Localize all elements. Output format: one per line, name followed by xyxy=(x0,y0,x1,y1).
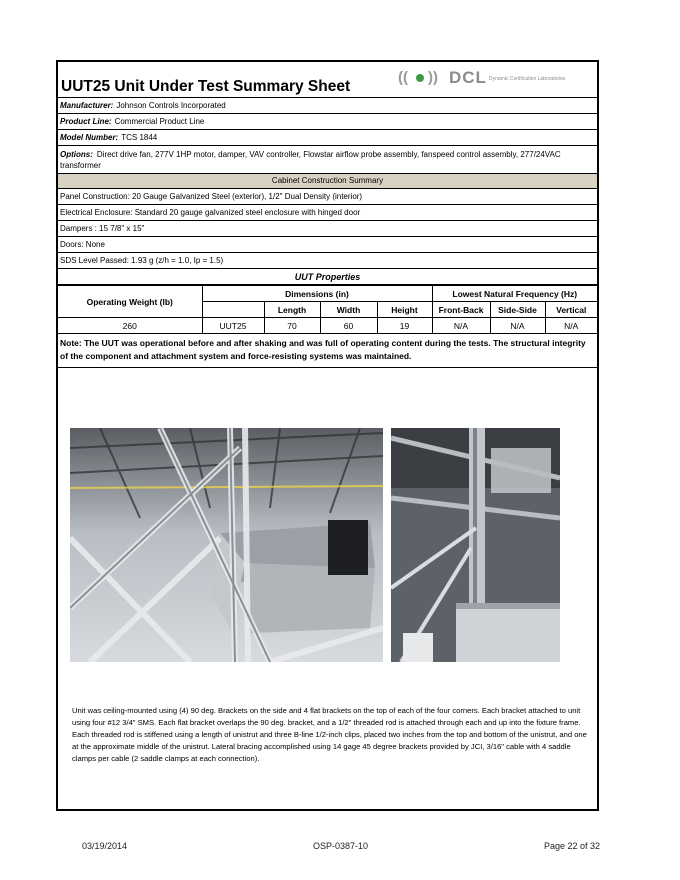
front-back-value: N/A xyxy=(432,318,490,334)
panel-construction-text: Panel Construction: 20 Gauge Galvanized Steel (exterior), 1/2" Dual Density (interior) xyxy=(60,192,363,201)
manufacturer-row xyxy=(58,98,597,114)
unit-value: UUT25 xyxy=(202,318,264,334)
cabinet-row xyxy=(58,205,597,221)
vertical-header: Vertical xyxy=(545,302,597,318)
footer-page-number: Page 22 of 32 xyxy=(544,841,601,851)
product-line-row xyxy=(58,114,597,130)
cabinet-row xyxy=(58,221,597,237)
unit-mounting-photo xyxy=(70,428,383,662)
vertical-value: N/A xyxy=(545,318,597,334)
logo-wave-right-icon: )) xyxy=(428,69,438,86)
height-header: Height xyxy=(377,302,432,318)
logo-tagline: Dynamic Certification Laboratories xyxy=(489,76,566,82)
product-line-label: Product Line: xyxy=(60,117,112,126)
height-value: 19 xyxy=(377,318,432,334)
uut-properties-table xyxy=(58,285,597,334)
doors-text: Doors: None xyxy=(60,240,105,249)
side-side-header: Side-Side xyxy=(490,302,545,318)
blank-header-cell xyxy=(202,302,264,318)
bracket-detail-photo xyxy=(391,428,560,662)
options-value: Direct drive fan, 277V 1HP motor, damper, VAV controller, Flowstar airflow probe assembly, fanspeed control assembly, 277/24VAC transformer xyxy=(60,150,561,170)
summary-sheet xyxy=(56,60,599,811)
title-row xyxy=(58,62,597,98)
bracket-detail-image xyxy=(391,428,560,662)
table-row xyxy=(58,318,597,334)
cabinet-row xyxy=(58,189,597,205)
footer-date: 03/19/2014 xyxy=(82,841,128,851)
width-header: Width xyxy=(320,302,377,318)
front-back-header: Front-Back xyxy=(432,302,490,318)
length-value: 70 xyxy=(264,318,320,334)
dimensions-header: Dimensions (in) xyxy=(202,286,432,302)
logo-dot-icon xyxy=(416,74,424,82)
logo-brand: DCL xyxy=(449,68,487,87)
test-note: Note: The UUT was operational before and after shaking and was full of operating content during the tests. The structural integrity of the component and attachment system and force-resisting systems was maintained. xyxy=(58,334,597,368)
mounting-description: Unit was ceiling-mounted using (4) 90 deg. Brackets on the side and 4 flat brackets on the top of each of the four corners. Each bracket attached to unit using four #12 3/4" SMS. Each flat bracket overlaps the 90 deg. bracket, and a 1/2" threaded rod is attached through each and up into the fixture frame. Each threaded rod is stiffened using a length of unistrut and three B-line 1/2-inch clips, placed two inches from the top and bottom of the unistrut, and one at the approximate middle of the unistrut. Lateral bracing accomplished using 14 gage 45 degree brackets provided by JCI, 3/16" cable with 4 saddle clamps per cable (2 saddle clamps at each connection). xyxy=(72,706,587,763)
options-label: Options: xyxy=(60,150,93,159)
uut-properties-title: UUT Properties xyxy=(58,269,597,285)
side-side-value: N/A xyxy=(490,318,545,334)
cabinet-section-title: Cabinet Construction Summary xyxy=(58,174,597,189)
page-title: UUT25 Unit Under Test Summary Sheet xyxy=(61,78,351,95)
logo-wave-left-icon: (( xyxy=(398,69,408,86)
model-number-row xyxy=(58,130,597,146)
electrical-enclosure-text: Electrical Enclosure: Standard 20 gauge galvanized steel enclosure with hinged door xyxy=(60,208,361,217)
manufacturer-value: Johnson Controls Incorporated xyxy=(116,101,226,110)
cabinet-row xyxy=(58,253,597,269)
length-header: Length xyxy=(264,302,320,318)
frequency-header: Lowest Natural Frequency (Hz) xyxy=(432,286,597,302)
width-value: 60 xyxy=(320,318,377,334)
model-number-value: TCS 1844 xyxy=(121,133,158,142)
product-line-value: Commercial Product Line xyxy=(114,117,205,126)
model-number-label: Model Number: xyxy=(60,133,119,142)
dampers-text: Dampers : 15 7/8" x 15" xyxy=(60,224,145,233)
operating-weight-header: Operating Weight (lb) xyxy=(58,286,202,318)
options-row xyxy=(58,146,597,174)
sds-level-text: SDS Level Passed: 1.93 g (z/h = 1.0, Ip = 1.5) xyxy=(60,256,224,265)
weight-value: 260 xyxy=(58,318,202,334)
unit-mounting-image xyxy=(70,428,383,662)
dcl-logo xyxy=(398,68,598,92)
footer-doc-number: OSP-0387-10 xyxy=(313,841,369,851)
manufacturer-label: Manufacturer: xyxy=(60,101,114,110)
cabinet-row xyxy=(58,237,597,253)
